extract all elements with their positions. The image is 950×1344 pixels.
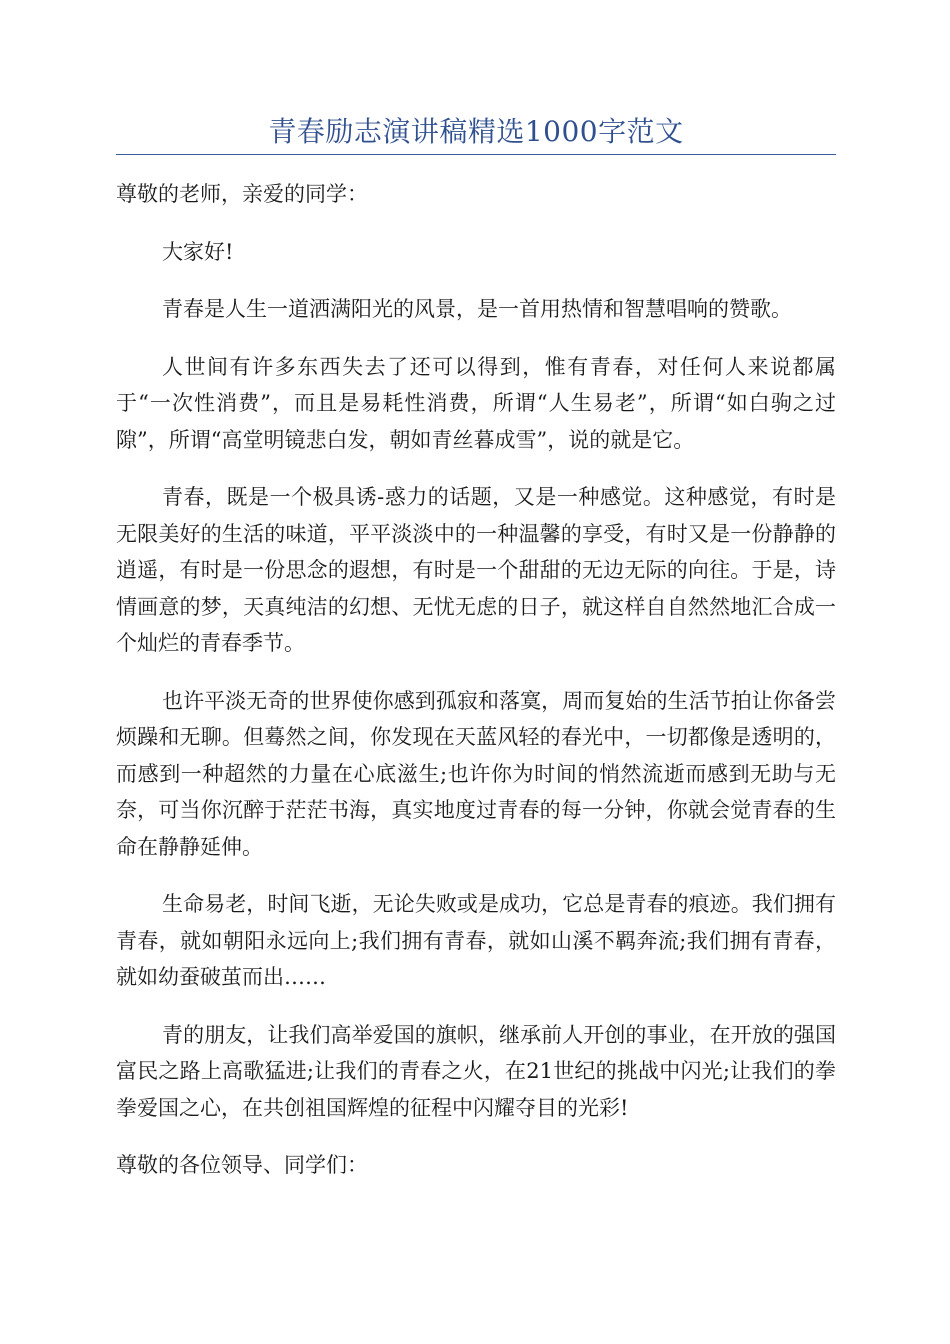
body-paragraph: 生命易老，时间飞逝，无论失败或是成功，它总是青春的痕迹。我们拥有青春，就如朝阳永远向上;我们拥有青春，就如山溪不羁奔流;我们拥有青春，就如幼蚕破茧而出…… bbox=[116, 892, 836, 989]
body-paragraph: 也许平淡无奇的世界使你感到孤寂和落寞，周而复始的生活节拍让你备尝烦躁和无聊。但蓦然之间，你发现在天蓝风轻的春光中，一切都像是透明的，而感到一种超然的力量在心底滋生;也许你为时间的悄然流逝而感到无助与无奈，可当你沉醉于茫茫书海，真实地度过青春的每一分钟，你就会觉青春的生命在静静延伸。 bbox=[116, 688, 836, 859]
document-title: 青春励志演讲稿精选1000字范文 bbox=[268, 115, 684, 148]
body-paragraph: 人世间有许多东西失去了还可以得到，惟有青春，对任何人来说都属于“一次性消费”，而且是易耗性消费，所谓“人生易老”，所谓“如白驹之过隙”，所谓“高堂明镜悲白发，朝如青丝暮成雪”，说的就是它。 bbox=[116, 354, 836, 452]
salutation: 尊敬的老师，亲爱的同学： bbox=[116, 182, 368, 206]
title-underline bbox=[116, 154, 836, 155]
document-body bbox=[116, 176, 836, 1205]
body-paragraph: 青的朋友，让我们高举爱国的旗帜，继承前人开创的事业，在开放的强国富民之路上高歌猛进;让我们的青春之火，在21世纪的挑战中闪光;让我们的拳拳爱国之心，在共创祖国辉煌的征程中闪耀夺目的光彩! bbox=[116, 1022, 836, 1120]
closing-salutation: 尊敬的各位领导、同学们： bbox=[116, 1153, 368, 1177]
body-paragraph: 青春，既是一个极具诱-惑力的话题，又是一种感觉。这种感觉，有时是无限美好的生活的味道，平平淡淡中的一种温馨的享受，有时又是一份静静的逍遥，有时是一份思念的遐想，有时是一个甜甜的无边无际的向往。于是，诗情画意的梦，天真纯洁的幻想、无忧无虑的日子，就这样自自然然地汇合成一个灿烂的青春季节。 bbox=[116, 485, 836, 655]
greeting: 大家好! bbox=[162, 239, 234, 264]
body-paragraph: 青春是人生一道洒满阳光的风景，是一首用热情和智慧唱响的赞歌。 bbox=[162, 297, 792, 321]
